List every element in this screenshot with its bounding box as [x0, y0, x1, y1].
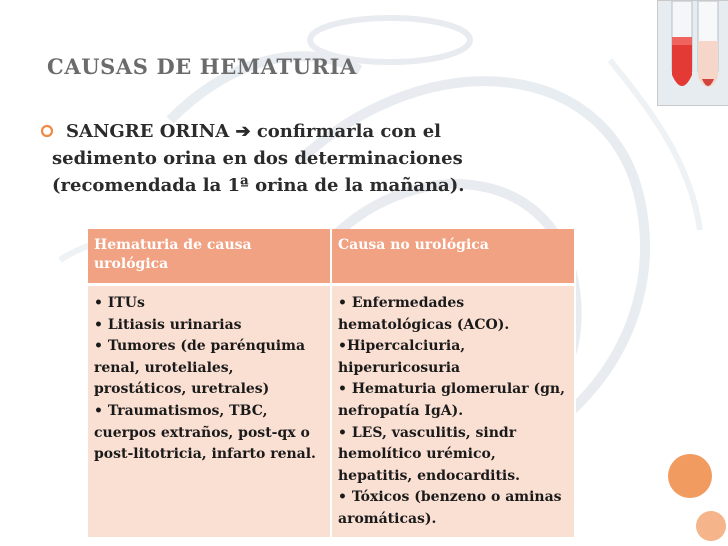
hollow-circle-bullet-icon — [40, 124, 54, 138]
list-item: • ITUs — [94, 295, 145, 311]
test-tubes-photo — [657, 0, 728, 106]
list-item: • Tóxicos (benzeno o aminas aromáticas). — [338, 489, 562, 527]
non-urologic-causes-cell — [331, 285, 575, 537]
list-item: • Litiasis urinarias — [94, 316, 242, 333]
list-item: • LES, vasculitis, sindr hemolítico urémico, hepatitis, endocarditis. — [338, 424, 520, 484]
list-item: • Traumatismos, TBC, cuerpos extraños, post-qx o post-litotricia, infarto renal. — [94, 402, 316, 463]
bullet-text-line2: sedimento orina en dos determinaciones — [52, 148, 463, 169]
bullet-text-line1: SANGRE ORINA ➔ confirmarla con el — [66, 121, 442, 142]
header-non-urologic: Causa no urológica — [331, 229, 575, 285]
list-item: • Tumores (de parénquima renal, uroteliales, prostáticos, uretrales) — [94, 338, 306, 398]
main-bullet — [40, 118, 600, 199]
list-item: •Hipercalciuria, hiperuricosuria — [338, 338, 466, 376]
table-row — [88, 285, 575, 537]
slide-title: CAUSAS DE HEMATURIA — [47, 54, 357, 79]
list-item: • Hematuria glomerular (gn, nefropatía IgA). — [338, 381, 565, 419]
list-item: • Enfermedades hematológicas (ACO). — [338, 295, 510, 333]
test-tubes-image — [658, 1, 728, 105]
table-header-row — [88, 229, 575, 285]
header-urologic: Hematuria de causa urológica — [88, 229, 331, 285]
decor-circle-small — [696, 511, 726, 541]
bullet-text-line3: (recomendada la 1ª orina de la mañana). — [52, 175, 465, 196]
urologic-causes-cell — [88, 285, 331, 537]
decor-circle-large — [668, 454, 712, 498]
causes-table — [88, 229, 576, 537]
bullet-text — [40, 118, 600, 199]
